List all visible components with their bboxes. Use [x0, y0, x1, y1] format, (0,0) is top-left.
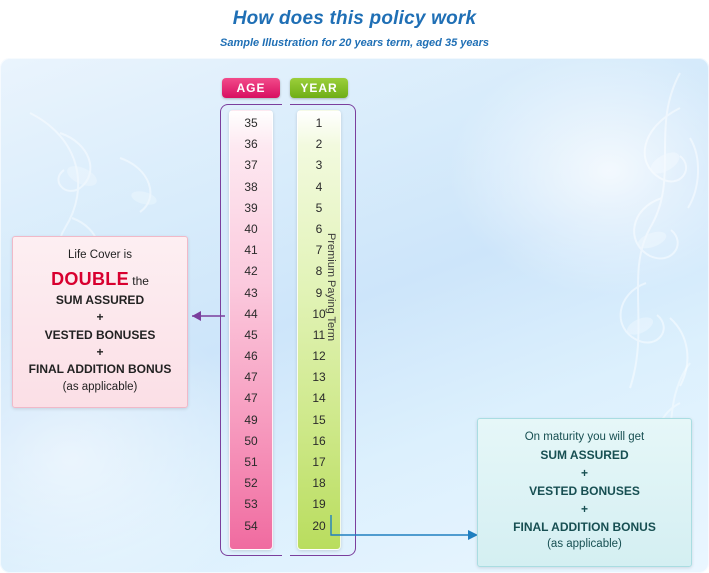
year-cell: 3 [315, 158, 323, 173]
maturity-callout [477, 418, 692, 567]
year-cell: 14 [312, 391, 326, 406]
maturity-plus-2: + [580, 502, 588, 517]
life-cover-plus-2: + [96, 344, 104, 359]
life-cover-final-addition-bonus: FINAL ADDITION BONUS [28, 362, 172, 377]
life-cover-vested-bonuses: VESTED BONUSES [44, 327, 156, 342]
life-cover-note: (as applicable) [62, 380, 138, 393]
maturity-line1: On maturity you will get [524, 431, 645, 443]
maturity-final-addition-bonus: FINAL ADDITION BONUS [513, 520, 656, 535]
age-column-header: AGE [222, 78, 280, 98]
age-cell: 54 [244, 518, 258, 533]
year-cell: 19 [312, 497, 326, 512]
life-cover-plus-1: + [96, 310, 104, 325]
year-cell: 17 [312, 455, 326, 469]
age-cell: 36 [244, 137, 258, 152]
page-title: How does this policy work [232, 8, 477, 29]
year-cell: 11 [312, 327, 326, 342]
maturity-vested-bonuses: VESTED BONUSES [529, 484, 640, 499]
age-cell: 47 [244, 370, 258, 385]
arrow-to-life-cover [182, 308, 226, 324]
year-cell: 2 [315, 137, 323, 152]
age-cell: 49 [244, 412, 258, 427]
arrow-to-maturity [330, 513, 482, 543]
age-cell: 35 [244, 116, 258, 130]
year-cell: 18 [312, 476, 326, 491]
age-cell: 40 [244, 221, 258, 236]
year-cell: 1 [315, 116, 323, 130]
age-cell: 37 [244, 158, 258, 173]
year-cell: 13 [312, 370, 326, 385]
age-cell: 44 [244, 306, 258, 321]
year-cell: 5 [315, 200, 323, 215]
year-cell: 10 [312, 306, 326, 321]
year-cell: 7 [315, 243, 323, 258]
life-cover-line1: Life Cover is [68, 249, 132, 261]
life-cover-sum-assured: SUM ASSURED [55, 292, 145, 307]
maturity-plus-1: + [580, 466, 588, 481]
maturity-note: (as applicable) [547, 538, 622, 551]
age-cell: 53 [244, 497, 258, 512]
age-cell: 47 [244, 391, 258, 406]
age-cell: 45 [244, 327, 258, 342]
age-cell: 46 [244, 349, 258, 364]
year-cell: 20 [312, 518, 326, 533]
life-cover-double-word: DOUBLE [51, 268, 129, 289]
premium-paying-term-label: Premium Paying Term [325, 233, 337, 341]
life-cover-callout [12, 236, 188, 408]
year-cell: 8 [315, 264, 323, 279]
age-column [229, 110, 273, 550]
age-cell: 51 [244, 455, 258, 469]
age-cell: 50 [244, 433, 258, 448]
floral-swirl-icon [530, 68, 709, 398]
age-cell: 52 [244, 476, 258, 491]
year-cell: 6 [315, 221, 323, 236]
year-column-header: YEAR [290, 78, 348, 98]
age-cell: 42 [244, 264, 258, 279]
age-cell: 39 [244, 200, 258, 215]
age-cell: 41 [244, 243, 258, 258]
age-cell: 43 [244, 285, 258, 300]
illustration-canvas [0, 58, 709, 573]
page-subtitle: Sample Illustration for 20 years term, aged 35 years [219, 37, 489, 49]
header [0, 0, 709, 62]
year-cell: 4 [315, 179, 323, 194]
year-cell: 9 [315, 285, 323, 300]
age-cell: 38 [244, 179, 258, 194]
year-cell: 16 [312, 433, 326, 448]
maturity-sum-assured: SUM ASSURED [540, 448, 629, 463]
year-cell: 12 [312, 349, 326, 364]
year-cell: 15 [312, 412, 326, 427]
life-cover-double-line [19, 266, 181, 292]
life-cover-double-suffix: the [132, 273, 149, 288]
